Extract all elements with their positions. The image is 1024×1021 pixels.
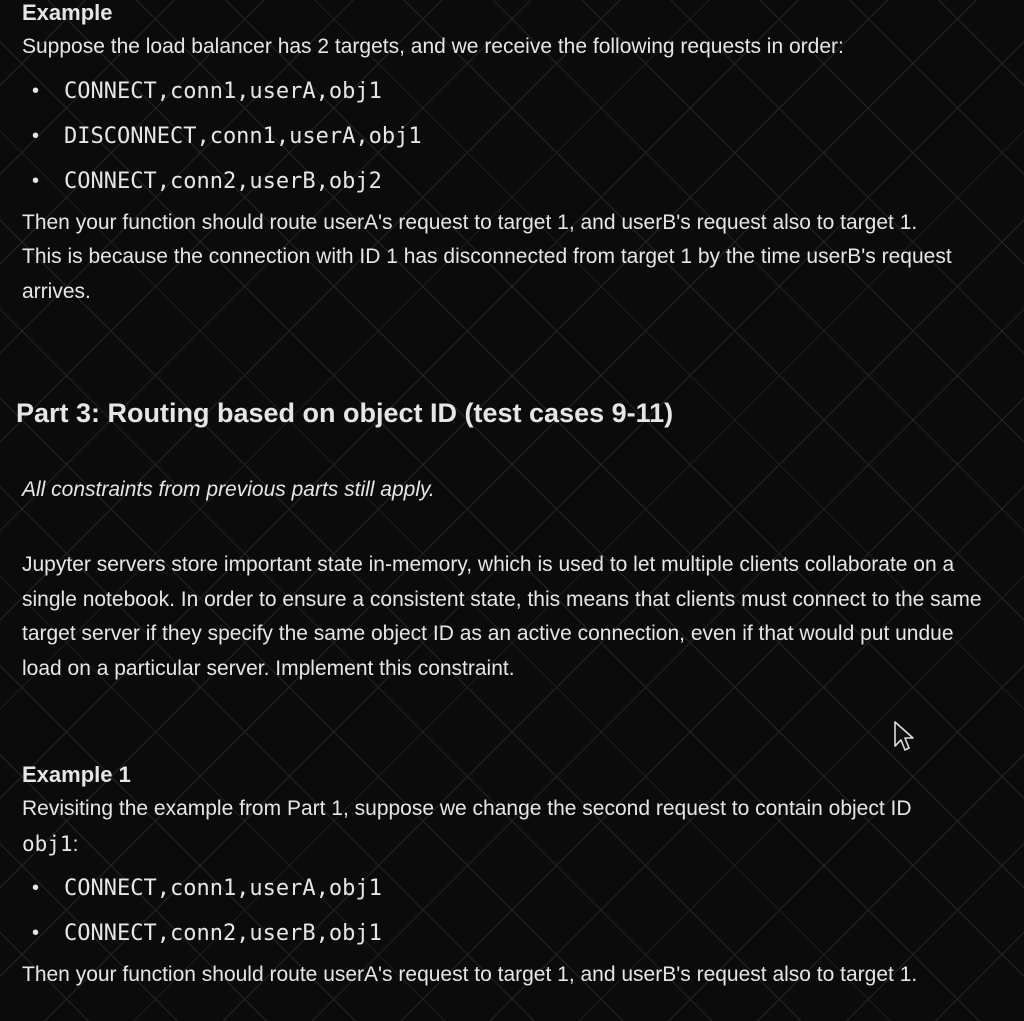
part3-body: Jupyter servers store important state in-memory, which is used to let multiple clients collaborate on a single notebook. In order to ensure a consistent state, this means that clients must connect to the same target server if they specify the same object ID as an active connection, even if that would put undue load on a particular server. Implement this constraint. [22, 553, 982, 680]
example-request-list [22, 69, 982, 204]
mouse-pointer-icon [893, 720, 917, 754]
example-1-conclusion: Then your function should route userA's request to target 1, and userB's request also to target 1. [22, 963, 918, 986]
example-conclusion: Then your function should route userA's request to target 1, and userB's request also to target 1. This is because the connection with ID 1 has disconnected from target 1 by the time userB's request arrives. [22, 210, 952, 303]
request-item: • CONNECT,conn1,userA,obj1 [22, 69, 982, 114]
example-1-request-list [22, 866, 982, 956]
object-id-code: obj1 [22, 831, 73, 856]
request-item: • CONNECT,conn2,userB,obj1 [22, 911, 982, 956]
request-item: • CONNECT,conn2,userB,obj2 [22, 159, 982, 204]
example-1-intro-text: Revisiting the example from Part 1, suppose we change the second request to contain object ID [22, 797, 912, 820]
example-1-intro [22, 792, 942, 862]
example-1-intro-suffix: : [72, 832, 79, 856]
request-item: • DISCONNECT,conn1,userA,obj1 [22, 114, 982, 159]
part3-heading: Part 3: Routing based on object ID (test cases 9-11) [16, 398, 674, 428]
request-item: • CONNECT,conn1,userA,obj1 [22, 866, 982, 911]
example-intro: Suppose the load balancer has 2 targets, and we receive the following requests in order: [22, 35, 844, 58]
example-1-heading: Example 1 [22, 762, 131, 787]
example-heading: Example [22, 0, 113, 25]
example-section [22, 0, 982, 309]
example-1-section [22, 762, 982, 993]
part3-note: All constraints from previous parts still apply. [22, 478, 435, 501]
